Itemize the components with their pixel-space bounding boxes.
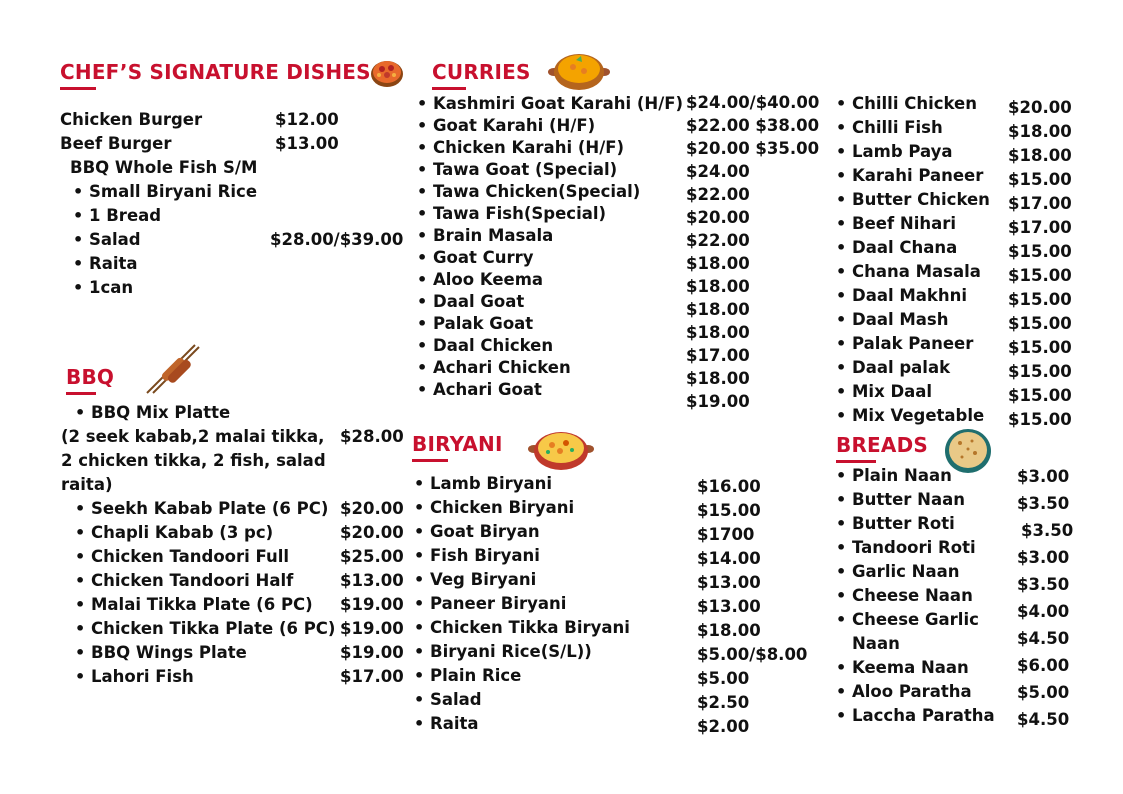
menu-item-price: $24.00/$40.00 bbox=[686, 93, 820, 112]
menu-item-name: • Butter Naan bbox=[852, 490, 965, 510]
title-underline bbox=[66, 392, 96, 395]
menu-item-price: $19.00 bbox=[340, 643, 404, 662]
menu-item-name: • Brain Masala bbox=[433, 226, 553, 246]
title-underline bbox=[432, 87, 466, 90]
menu-item-name: • Chilli Fish bbox=[852, 118, 943, 138]
menu-item-price: $3.00 bbox=[1017, 548, 1070, 567]
menu-item-name-continued: Naan bbox=[852, 634, 900, 653]
menu-item-name: • Goat Curry bbox=[433, 248, 534, 268]
menu-item-price: $18.00 bbox=[686, 323, 750, 342]
menu-item-price: $15.00 bbox=[1008, 242, 1072, 261]
menu-item-name: • Daal Chana bbox=[852, 238, 957, 258]
title-underline bbox=[836, 460, 876, 463]
menu-item-name: • Chapli Kabab (3 pc) bbox=[91, 523, 273, 543]
include-item: • 1can bbox=[89, 278, 133, 298]
menu-item-name: • Lamb Biryani bbox=[430, 474, 552, 494]
menu-item-price: $20.00 bbox=[340, 499, 404, 518]
menu-item-price: $4.50 bbox=[1017, 710, 1070, 729]
menu-item-name: • Malai Tikka Plate (6 PC) bbox=[91, 595, 313, 615]
menu-item-name: • Seekh Kabab Plate (6 PC) bbox=[91, 499, 328, 519]
menu-item-name: • Palak Goat bbox=[433, 314, 533, 334]
menu-item-name: • Mix Vegetable bbox=[852, 406, 984, 426]
menu-item-price: $13.00 bbox=[275, 134, 339, 153]
menu-item-price: $15.00 bbox=[1008, 362, 1072, 381]
menu-item-price: $28.00/$39.00 bbox=[270, 230, 404, 249]
menu-item-name: • Goat Biryan bbox=[430, 522, 540, 542]
menu-item-name: • Plain Naan bbox=[852, 466, 952, 486]
item-description: 2 chicken tikka, 2 fish, salad bbox=[61, 451, 326, 470]
menu-item-name: • Chicken Tikka Plate (6 PC) bbox=[91, 619, 335, 639]
menu-item-name: • Cheese Garlic bbox=[852, 610, 979, 630]
menu-item-price: $19.00 bbox=[340, 595, 404, 614]
menu-item-price: $20.00 $35.00 bbox=[686, 139, 820, 158]
menu-item-name: • Chilli Chicken bbox=[852, 94, 977, 114]
menu-item-name: • Biryani Rice(S/L)) bbox=[430, 642, 592, 662]
menu-item-name: • Cheese Naan bbox=[852, 586, 973, 606]
menu-item-price: $15.00 bbox=[1008, 410, 1072, 429]
menu-item-price: $13.00 bbox=[697, 573, 761, 592]
menu-item-name: BBQ Whole Fish S/M bbox=[70, 158, 258, 177]
menu-item-price: $3.50 bbox=[1017, 575, 1070, 594]
menu-item-price: $17.00 bbox=[1008, 218, 1072, 237]
menu-item-name: • Tandoori Roti bbox=[852, 538, 976, 558]
menu-item-name: • Keema Naan bbox=[852, 658, 969, 678]
menu-item-price: $16.00 bbox=[697, 477, 761, 496]
menu-item-name: • Butter Chicken bbox=[852, 190, 990, 210]
title-underline bbox=[60, 87, 96, 90]
menu-item-price: $20.00 bbox=[1008, 98, 1072, 117]
menu-item-price: $18.00 bbox=[686, 254, 750, 273]
include-item: • Salad bbox=[89, 230, 141, 250]
menu-item-name: • Laccha Paratha bbox=[852, 706, 995, 726]
menu-item-price: $5.00/$8.00 bbox=[697, 645, 808, 664]
menu-item-name: • Palak Paneer bbox=[852, 334, 973, 354]
menu-item-name: • Salad bbox=[430, 690, 482, 710]
menu-item-name: • Lamb Paya bbox=[852, 142, 953, 162]
include-item: • Small Biryani Rice bbox=[89, 182, 257, 202]
menu-item-price: $12.00 bbox=[275, 110, 339, 129]
menu-item-name: • Chana Masala bbox=[852, 262, 981, 282]
section-title-breads: BREADS bbox=[836, 433, 928, 457]
menu-item-price: $18.00 bbox=[1008, 122, 1072, 141]
menu-item-price: $13.00 bbox=[697, 597, 761, 616]
menu-item-name: • Daal Makhni bbox=[852, 286, 967, 306]
curry-pot-icon bbox=[548, 50, 610, 96]
section-title-curries: CURRIES bbox=[432, 60, 531, 84]
item-description: raita) bbox=[61, 475, 113, 494]
menu-item-name: • Paneer Biryani bbox=[430, 594, 566, 614]
menu-item-price: $17.00 bbox=[686, 346, 750, 365]
menu-item-name: • Chicken Tandoori Full bbox=[91, 547, 289, 567]
menu-item-price: $28.00 bbox=[340, 427, 404, 446]
menu-item-price: $22.00 $38.00 bbox=[686, 116, 820, 135]
menu-item-price: $20.00 bbox=[340, 523, 404, 542]
menu-item-price: $2.50 bbox=[697, 693, 750, 712]
menu-item-price: $19.00 bbox=[340, 619, 404, 638]
skewer-icon bbox=[145, 343, 201, 399]
menu-item-price: $15.00 bbox=[1008, 314, 1072, 333]
menu-item-name: • Chicken Biryani bbox=[430, 498, 574, 518]
menu-item-name: • Daal palak bbox=[852, 358, 950, 378]
include-item: • 1 Bread bbox=[89, 206, 161, 226]
menu-item-name: • Aloo Paratha bbox=[852, 682, 972, 702]
menu-item-name: • Chicken Tikka Biryani bbox=[430, 618, 630, 638]
menu-item-name: • BBQ Wings Plate bbox=[91, 643, 247, 663]
menu-item-price: $22.00 bbox=[686, 231, 750, 250]
menu-item-price: $15.00 bbox=[1008, 338, 1072, 357]
menu-item-price: $24.00 bbox=[686, 162, 750, 181]
menu-item-price: $1700 bbox=[697, 525, 755, 544]
menu-item-price: $6.00 bbox=[1017, 656, 1070, 675]
menu-item-name: • Kashmiri Goat Karahi (H/F) bbox=[433, 94, 683, 114]
menu-item-price: $13.00 bbox=[340, 571, 404, 590]
menu-item-name: • Butter Roti bbox=[852, 514, 955, 534]
menu-item-name: • Tawa Chicken(Special) bbox=[433, 182, 640, 202]
menu-item-price: $3.00 bbox=[1017, 467, 1070, 486]
menu-item-price: $5.00 bbox=[697, 669, 750, 688]
menu-item-price: $17.00 bbox=[1008, 194, 1072, 213]
menu-item-price: $15.00 bbox=[1008, 266, 1072, 285]
menu-item-price: $15.00 bbox=[1008, 170, 1072, 189]
menu-item-name: • BBQ Mix Platte bbox=[91, 403, 230, 423]
section-title-signature: CHEF’S SIGNATURE DISHES bbox=[60, 60, 371, 84]
menu-item-price: $2.00 bbox=[697, 717, 750, 736]
menu-item-name: • Tawa Goat (Special) bbox=[433, 160, 617, 180]
menu-item-price: $25.00 bbox=[340, 547, 404, 566]
menu-item-price: $22.00 bbox=[686, 185, 750, 204]
menu-item-price: $3.50 bbox=[1017, 494, 1070, 513]
menu-item-price: $3.50 bbox=[1021, 521, 1074, 540]
menu-item-price: $5.00 bbox=[1017, 683, 1070, 702]
menu-item-name: • Achari Chicken bbox=[433, 358, 571, 378]
menu-item-name: • Tawa Fish(Special) bbox=[433, 204, 606, 224]
menu-item-name: • Beef Nihari bbox=[852, 214, 956, 234]
menu-item-price: $14.00 bbox=[697, 549, 761, 568]
menu-item-name: • Plain Rice bbox=[430, 666, 521, 686]
menu-item-name: • Garlic Naan bbox=[852, 562, 959, 582]
biryani-pot-icon bbox=[528, 427, 594, 477]
menu-item-name: • Achari Goat bbox=[433, 380, 542, 400]
menu-item-name: • Aloo Keema bbox=[433, 270, 543, 290]
menu-item-name: • Chicken Tandoori Half bbox=[91, 571, 293, 591]
menu-item-price: $18.00 bbox=[697, 621, 761, 640]
menu-item-name: Beef Burger bbox=[60, 134, 172, 153]
menu-item-price: $20.00 bbox=[686, 208, 750, 227]
menu-item-price: $4.00 bbox=[1017, 602, 1070, 621]
menu-item-price: $18.00 bbox=[686, 369, 750, 388]
menu-item-name: • Daal Chicken bbox=[433, 336, 553, 356]
menu-item-price: $19.00 bbox=[686, 392, 750, 411]
menu-item-name: • Mix Daal bbox=[852, 382, 932, 402]
menu-item-price: $15.00 bbox=[1008, 386, 1072, 405]
menu-item-name: • Chicken Karahi (H/F) bbox=[433, 138, 624, 158]
menu-item-price: $4.50 bbox=[1017, 629, 1070, 648]
menu-item-price: $18.00 bbox=[1008, 146, 1072, 165]
menu-item-name: Chicken Burger bbox=[60, 110, 203, 129]
menu-item-name: • Daal Goat bbox=[433, 292, 524, 312]
menu-item-price: $18.00 bbox=[686, 300, 750, 319]
menu-item-name: • Karahi Paneer bbox=[852, 166, 983, 186]
section-title-biryani: BIRYANI bbox=[412, 432, 503, 456]
menu-item-price: $15.00 bbox=[1008, 290, 1072, 309]
title-underline bbox=[412, 459, 448, 462]
menu-item-name: • Raita bbox=[430, 714, 479, 734]
menu-item-price: $18.00 bbox=[686, 277, 750, 296]
menu-item-name: • Goat Karahi (H/F) bbox=[433, 116, 595, 136]
menu-item-price: $15.00 bbox=[697, 501, 761, 520]
item-description: (2 seek kabab,2 malai tikka, bbox=[61, 427, 325, 446]
menu-item-name: • Fish Biryani bbox=[430, 546, 540, 566]
menu-item-name: • Veg Biryani bbox=[430, 570, 536, 590]
menu-item-price: $17.00 bbox=[340, 667, 404, 686]
menu-item-name: • Daal Mash bbox=[852, 310, 949, 330]
menu-item-name: • Lahori Fish bbox=[91, 667, 194, 687]
curry-bowl-icon bbox=[369, 54, 405, 94]
section-title-bbq: BBQ bbox=[66, 365, 115, 389]
include-item: • Raita bbox=[89, 254, 138, 274]
